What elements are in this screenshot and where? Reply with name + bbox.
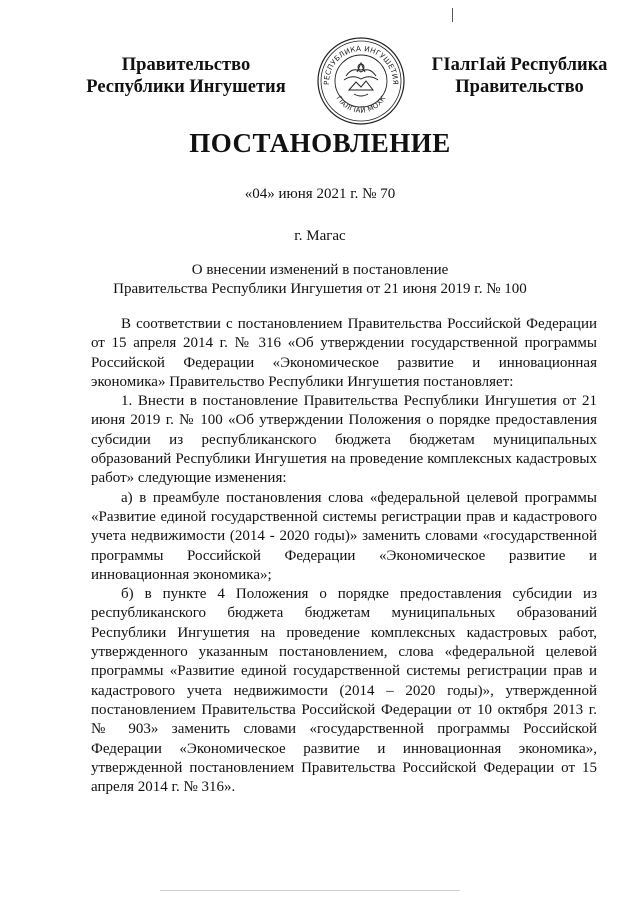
document-date-number: «04» июня 2021 г. № 70 — [244, 186, 396, 202]
coat-of-arms-icon — [316, 36, 406, 126]
header-right-block — [412, 54, 627, 98]
scan-mark — [452, 8, 453, 22]
subject-line1: О внесении изменений в постановление — [191, 262, 449, 278]
document-body — [91, 315, 597, 797]
emblem-text-bottom: ГIАЛГIАЙ МОХК — [334, 94, 388, 115]
body-paragraph-3: а) в преамбуле постановления слова «федеральной целевой программы «Развитие единой государственной системы регистрации прав и кадастрового учета недвижимости (2014 - 2020 годы)» заменить словами «государственной программы Российской Федерации «Экономическое развитие и инновационная экономика»; — [91, 489, 597, 583]
emblem-text-top: РЕСПУБЛИКА ИНГУШЕТИЯ — [321, 43, 401, 86]
header-left-line1: Правительство — [121, 55, 251, 75]
svg-text:ГIАЛГIАЙ МОХК — [335, 95, 388, 115]
subject-line2: Правительства Республики Ингушетия от 21 июня 2019 г. № 100 — [113, 281, 527, 297]
document-subject — [0, 261, 640, 299]
body-paragraph-1: В соответствии с постановлением Правительства Российской Федерации от 15 апреля 2014 г. № 316 «Об утверждении государственной программы Российской Федерации «Экономическое развитие и инновационная экономика» Правительство Республики Ингушетия постановляет: — [91, 316, 597, 390]
document-title: ПОСТАНОВЛЕНИЕ — [189, 128, 451, 158]
header-left-line2: Республики Ингушетия — [86, 77, 286, 97]
header-right-line1: ГIалгIай Республика — [431, 55, 608, 75]
header-right-line2: Правительство — [455, 77, 584, 97]
document-city: г. Магас — [294, 228, 346, 244]
header-left-block — [76, 54, 296, 98]
body-paragraph-4: б) в пункте 4 Положения о порядке предоставления субсидии из республиканского бюджета бюджетам муниципальных образований Республики Ингушетия на проведение комплексных кадастровых работ, утвержденного указанным постановлением, слова «федеральной целевой программы «Развитие единой государственной системы регистрации прав и кадастрового учета недвижимости (2014 – 2020 годы)», утвержденной постановлением Правительства Российской Федерации от 10 октября 2013 г. № 903» заменить словами «государственной программы Российской Федерации «Экономическое развитие и инновационная экономика», утвержденной постановлением Правительства Российской Федерации от 15 апреля 2014 г. № 316». — [91, 586, 597, 796]
scan-edge-mark — [160, 890, 460, 891]
body-paragraph-2: 1. Внести в постановление Правительства Республики Ингушетия от 21 июня 2019 г. № 100 «Об утверждении Положения о порядке предоставления субсидии из республиканского бюджета бюджетам муниципальных образований Республики Ингушетия на проведение комплексных кадастровых работ» следующие изменения: — [91, 393, 597, 487]
